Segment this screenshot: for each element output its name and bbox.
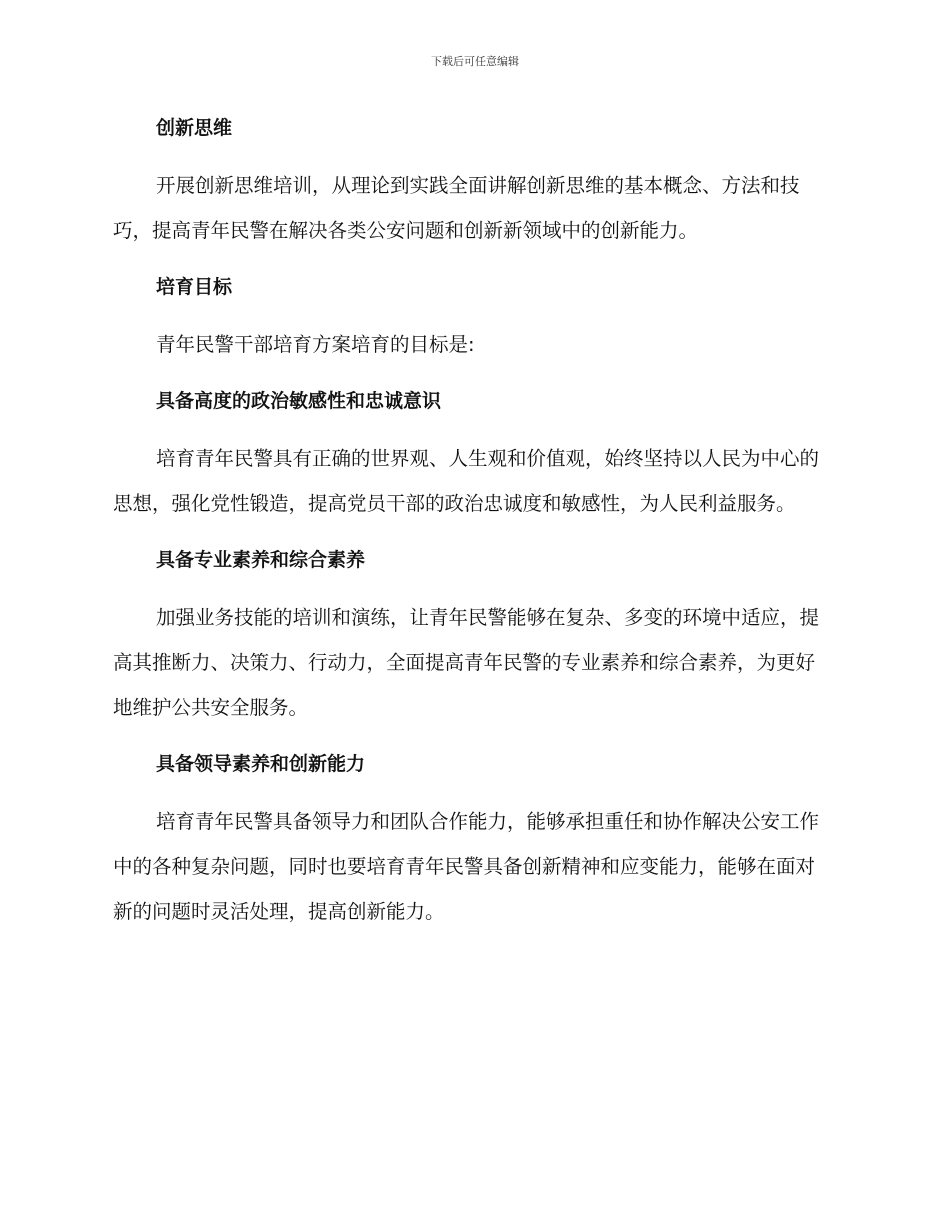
section-paragraph: 培育青年民警具备领导力和团队合作能力，能够承担重任和协作解决公安工作中的各种复杂问题，同时也要培育青年民警具备创新精神和应变能力，能够在面对新的问题时灵活处理，提高创新能力。	[113, 810, 820, 923]
document-body	[113, 112, 831, 952]
section-heading: 具备高度的政治敏感性和忠诚意识	[156, 390, 442, 412]
section-heading: 具备专业素养和综合素养	[156, 549, 366, 571]
section-professional-literacy	[113, 544, 831, 736]
section-innovative-thinking	[113, 112, 831, 259]
section-heading: 培育目标	[156, 276, 233, 298]
section-cultivation-goals	[113, 271, 831, 373]
section-heading: 具备领导素养和创新能力	[156, 753, 366, 775]
page-header-note: 下载后可任意编辑	[431, 55, 519, 68]
section-paragraph: 培育青年民警具有正确的世界观、人生观和价值观，始终坚持以人民为中心的思想，强化党性锻造，提高党员干部的政治忠诚度和敏感性，为人民利益服务。	[113, 447, 820, 515]
section-heading: 创新思维	[156, 117, 233, 139]
section-paragraph: 开展创新思维培训，从理论到实践全面讲解创新思维的基本概念、方法和技巧，提高青年民警在解决各类公安问题和创新新领域中的创新能力。	[113, 174, 800, 242]
section-political-sensitivity	[113, 385, 831, 532]
section-paragraph: 加强业务技能的培训和演练，让青年民警能够在复杂、多变的环境中适应，提高其推断力、决策力、行动力，全面提高青年民警的专业素养和综合素养，为更好地维护公共安全服务。	[113, 606, 820, 719]
section-paragraph: 青年民警干部培育方案培育的目标是:	[156, 333, 475, 356]
section-leadership-innovation	[113, 748, 831, 940]
